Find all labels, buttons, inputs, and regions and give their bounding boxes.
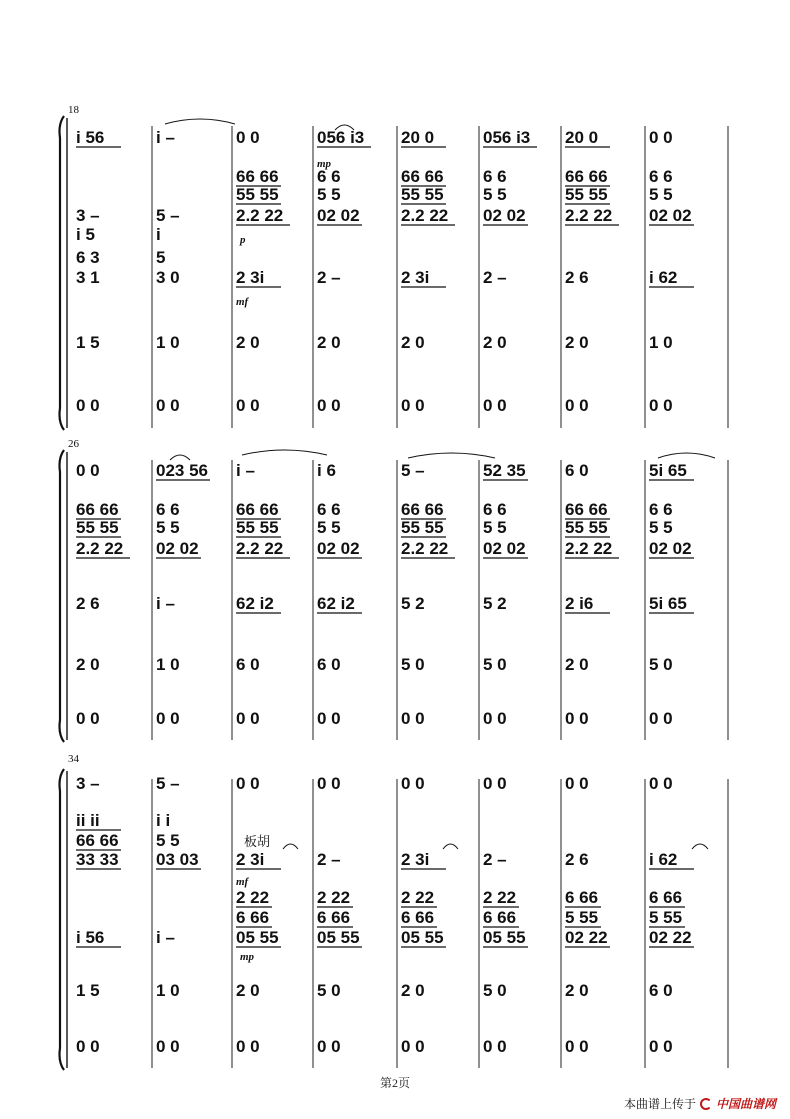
note-cell: i – [156,594,175,613]
note-cell: 2 22 [317,888,351,907]
note-cell: 5 5 [649,518,673,537]
note-cell: 5 – [156,206,180,225]
note-cell: 6 6 [483,500,507,519]
note-cell: 02 02 [483,539,526,558]
note-cell: 62 i2 [317,594,355,613]
note-cell: 0 0 [76,709,100,728]
note-cell: 5 0 [649,655,673,674]
note-cell: 0 0 [236,1037,260,1056]
note-cell: 20 0 [401,128,435,147]
note-cell: 66 66 [236,500,279,519]
note-cell: 2 0 [565,333,589,352]
slur-arc [692,844,708,849]
note-cell: 5 5 [156,831,180,850]
dynamic-mf: mf [236,296,249,308]
note-cell: 0 0 [565,774,589,793]
measure-number: 18 [68,104,79,116]
note-cell: 2 – [317,268,341,287]
note-cell: 55 55 [565,518,608,537]
slur-arc [170,455,190,460]
note-cell: 55 55 [76,518,119,537]
note-cell: i – [236,461,255,480]
note-cell: 0 0 [76,396,100,415]
note-cell: 2 3i [236,268,265,287]
note-cell: 5 5 [317,518,341,537]
note-cell: i 6 [317,461,336,480]
note-cell: 0 0 [401,774,425,793]
note-cell: 2 – [483,268,507,287]
note-cell: i – [156,128,175,147]
note-cell: 6 0 [649,981,673,1000]
note-cell: 2 3i [401,268,430,287]
dynamic-p: p [240,234,246,246]
note-cell: 1 5 [76,981,100,1000]
note-cell: 2 0 [76,655,100,674]
footer-prefix: 本曲谱上传于 [623,1097,696,1111]
note-cell: 5 [156,248,166,267]
note-cell: 056 i3 [317,128,365,147]
note-cell: 33 33 [76,850,119,869]
note-cell: 0 0 [236,396,260,415]
note-cell: i 62 [649,268,678,287]
note-cell: 5 5 [156,518,180,537]
note-cell: 02 22 [565,928,608,947]
note-cell: 02 02 [317,539,360,558]
note-cell: 66 66 [236,167,279,186]
note-cell: 2 6 [565,850,589,869]
note-cell: 5 0 [317,981,341,1000]
note-cell: 0 0 [401,1037,425,1056]
measure-number: 34 [68,753,79,765]
note-cell: i 56 [76,128,105,147]
note-cell: 3 0 [156,268,180,287]
system-bracket [60,450,65,742]
note-cell: 0 0 [156,396,180,415]
slur-arc [165,119,235,124]
slur-arc [658,453,715,458]
note-cell: 056 i3 [483,128,531,147]
note-cell: i – [156,928,175,947]
note-cell: i i [156,811,171,830]
note-cell: 05 55 [317,928,360,947]
note-cell: 05 55 [483,928,526,947]
dynamic-mp: mp [240,951,255,963]
note-cell: 6 66 [565,888,599,907]
note-cell: 1 5 [76,333,100,352]
note-cell: 2.2 22 [236,206,284,225]
note-cell: 6 6 [483,167,507,186]
note-cell: 6 66 [236,908,270,927]
note-cell: 2 i6 [565,594,594,613]
note-cell: 2.2 22 [401,206,449,225]
note-cell: 2 6 [565,268,589,287]
note-cell: 3 1 [76,268,100,287]
note-cell: 0 0 [649,128,673,147]
note-cell: 02 22 [649,928,692,947]
note-cell: i [156,225,161,244]
note-cell: 66 66 [401,167,444,186]
site-name[interactable]: 中国曲谱网 [715,1097,776,1111]
note-cell: 5 2 [401,594,425,613]
note-cell: 05 55 [236,928,279,947]
note-cell: 2 3i [401,850,430,869]
note-cell: 55 55 [236,518,279,537]
site-footer [624,1095,776,1112]
note-cell: 1 0 [649,333,673,352]
page-number: 第2页 [379,1076,410,1090]
note-cell: 02 02 [483,206,526,225]
note-cell: 55 55 [565,185,608,204]
note-cell: 2.2 22 [565,206,613,225]
note-cell: ii ii [76,811,100,830]
note-cell: 2 22 [401,888,435,907]
note-cell: 2 22 [483,888,517,907]
note-cell: 5 0 [401,655,425,674]
note-cell: i 5 [76,225,95,244]
slur-arc [283,844,298,849]
note-cell: 6 6 [317,500,341,519]
note-cell: 02 02 [649,206,692,225]
note-cell: 1 0 [156,655,180,674]
note-cell: 2 – [483,850,507,869]
note-cell: 66 66 [76,831,119,850]
note-cell: 3 – [76,774,100,793]
note-cell: 1 0 [156,333,180,352]
note-cell: 5i 65 [649,461,687,480]
note-cell: 023 56 [156,461,208,480]
note-cell: 0 0 [483,396,507,415]
note-cell: 02 02 [317,206,360,225]
measure-number: 26 [68,438,79,450]
note-cell: 6 66 [483,908,517,927]
note-cell: 55 55 [401,518,444,537]
note-cell: 2 6 [76,594,100,613]
note-cell: 5i 65 [649,594,687,613]
dynamic-mf: mf [236,876,249,888]
site-logo-icon [700,1098,712,1110]
note-cell: 0 0 [483,774,507,793]
note-cell: 2 0 [317,333,341,352]
note-cell: 3 – [76,206,100,225]
note-cell: 2 0 [401,981,425,1000]
note-cell: 05 55 [401,928,444,947]
note-cell: 0 0 [156,709,180,728]
note-cell: 6 6 [317,167,341,186]
dynamic-mp: mp [317,158,332,170]
note-cell: 2 3i [236,850,265,869]
note-cell: 2 0 [483,333,507,352]
note-cell: 0 0 [401,396,425,415]
note-cell: 20 0 [565,128,599,147]
note-cell: 2.2 22 [401,539,449,558]
note-cell: 0 0 [317,396,341,415]
note-cell: 0 0 [156,1037,180,1056]
note-cell: 0 0 [649,774,673,793]
note-cell: 03 03 [156,850,199,869]
note-cell: 66 66 [565,167,608,186]
note-cell: 6 6 [156,500,180,519]
note-cell: 0 0 [401,709,425,728]
note-cell: 2 – [317,850,341,869]
note-cell: 5 5 [649,185,673,204]
slur-arc [408,453,495,458]
note-cell: 66 66 [76,500,119,519]
note-cell: 6 66 [649,888,683,907]
note-cell: 5 – [156,774,180,793]
note-cell: 6 0 [236,655,260,674]
note-cell: 66 66 [401,500,444,519]
slur-arc [242,450,327,455]
note-cell: 5 5 [483,518,507,537]
note-cell: 02 02 [156,539,199,558]
note-cell: 2.2 22 [236,539,284,558]
note-cell: 55 55 [401,185,444,204]
instrument-label: 板胡 [244,835,271,850]
note-cell: 0 0 [649,1037,673,1056]
note-cell: 5 0 [483,981,507,1000]
note-cell: 6 66 [317,908,351,927]
note-cell: 6 6 [649,167,673,186]
note-cell: i 62 [649,850,678,869]
note-cell: 5 0 [483,655,507,674]
note-cell: 2 0 [565,655,589,674]
note-cell: 0 0 [236,128,260,147]
note-cell: 0 0 [236,774,260,793]
note-cell: 0 0 [649,396,673,415]
note-cell: 5 5 [483,185,507,204]
note-cell: 02 02 [649,539,692,558]
note-cell: 5 55 [565,908,599,927]
note-cell: 0 0 [76,1037,100,1056]
note-cell: 1 0 [156,981,180,1000]
note-cell: i 56 [76,928,105,947]
note-cell: 0 0 [317,1037,341,1056]
note-cell: 6 66 [401,908,435,927]
note-cell: 52 35 [483,461,526,480]
note-cell: 5 – [401,461,425,480]
note-cell: 6 6 [649,500,673,519]
note-cell: 5 5 [317,185,341,204]
note-cell: 66 66 [565,500,608,519]
note-cell: 6 0 [565,461,589,480]
note-cell: 6 0 [317,655,341,674]
note-cell: 0 0 [483,709,507,728]
note-cell: 62 i2 [236,594,274,613]
note-cell: 2 0 [236,981,260,1000]
note-cell: 5 55 [649,908,683,927]
note-cell: 0 0 [483,1037,507,1056]
note-cell: 0 0 [565,1037,589,1056]
note-cell: 2.2 22 [76,539,124,558]
system-bracket [60,769,65,1070]
note-cell: 2 0 [401,333,425,352]
note-cell: 0 0 [565,396,589,415]
note-cell: 0 0 [317,709,341,728]
note-cell: 2.2 22 [565,539,613,558]
note-cell: 2 0 [236,333,260,352]
note-cell: 6 3 [76,248,100,267]
note-cell: 0 0 [565,709,589,728]
system-bracket [60,116,65,430]
note-cell: 55 55 [236,185,279,204]
note-cell: 0 0 [317,774,341,793]
note-cell: 5 2 [483,594,507,613]
note-cell: 0 0 [76,461,100,480]
slur-arc [443,844,458,849]
note-cell: 0 0 [649,709,673,728]
note-cell: 2 22 [236,888,270,907]
note-cell: 0 0 [236,709,260,728]
note-cell: 2 0 [565,981,589,1000]
